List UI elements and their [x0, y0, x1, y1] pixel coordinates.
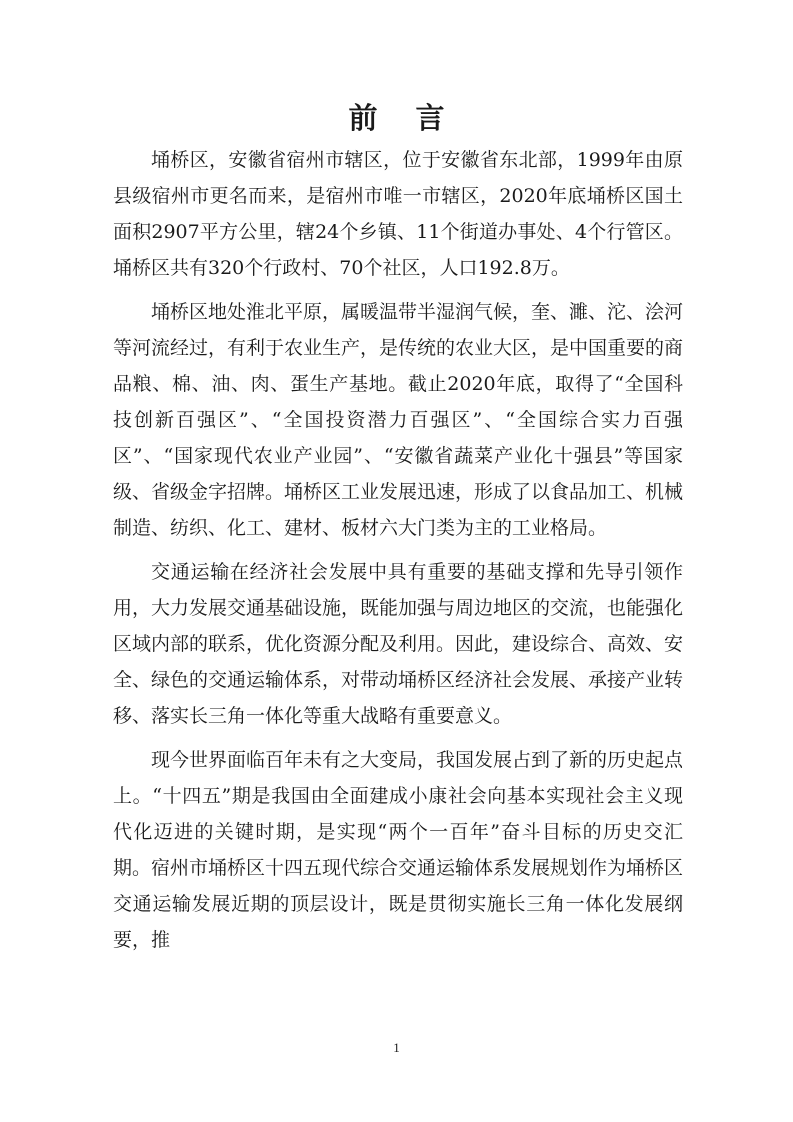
page-title: 前 言	[348, 101, 459, 135]
paragraph-geography-economy: 埇桥区地处淮北平原，属暖温带半湿润气候，奎、濉、沱、浍河等河流经过，有利于农业生产，是传统的农业大区，是中国重要的商品粮、棉、油、肉、蛋生产基地。截止2020年底，取得了“全国科技创新百强区”、“全国投资潜力百强区”、“全国综合实力百强区”、“国家现代农业产业园”、“安徽省蔬菜产业化十强县”等国家级、省级金字招牌。埇桥区工业发展迅速，形成了以食品加工、机械制造、纺织、化工、建材、板材六大门类为主的工业格局。	[113, 301, 684, 539]
page-number: 1	[393, 1040, 400, 1055]
paragraph-overview: 埇桥区，安徽省宿州市辖区，位于安徽省东北部，1999年由原县级宿州市更名而来，是宿州市唯一市辖区，2020年底埇桥区国土面积2907平方公里，辖24个乡镇、11个街道办事处、4个行管区。埇桥区共有320个行政村、70个社区，人口192.8万。	[113, 149, 683, 279]
paragraph-transport-importance: 交通运输在经济社会发展中具有重要的基础支撑和先导引领作用，大力发展交通基础设施，既能加强与周边地区的交流，也能强化区域内部的联系，优化资源分配及利用。因此，建设综合、高效、安全、绿色的交通运输体系，对带动埇桥区经济社会发展、承接产业转移、落实长三角一体化等重大战略有重要意义。	[113, 561, 684, 727]
body-text	[113, 142, 683, 966]
paragraph-planning-context: 现今世界面临百年未有之大变局，我国发展占到了新的历史起点上。“十四五”期是我国由全面建成小康社会向基本实现社会主义现代化迈进的关键时期，是实现“两个一百年”奋斗目标的历史交汇期。宿州市埇桥区十四五现代综合交通运输体系发展规划作为埇桥区交通运输发展近期的顶层设计，既是贯彻实施长三角一体化发展纲要，推	[113, 749, 684, 951]
